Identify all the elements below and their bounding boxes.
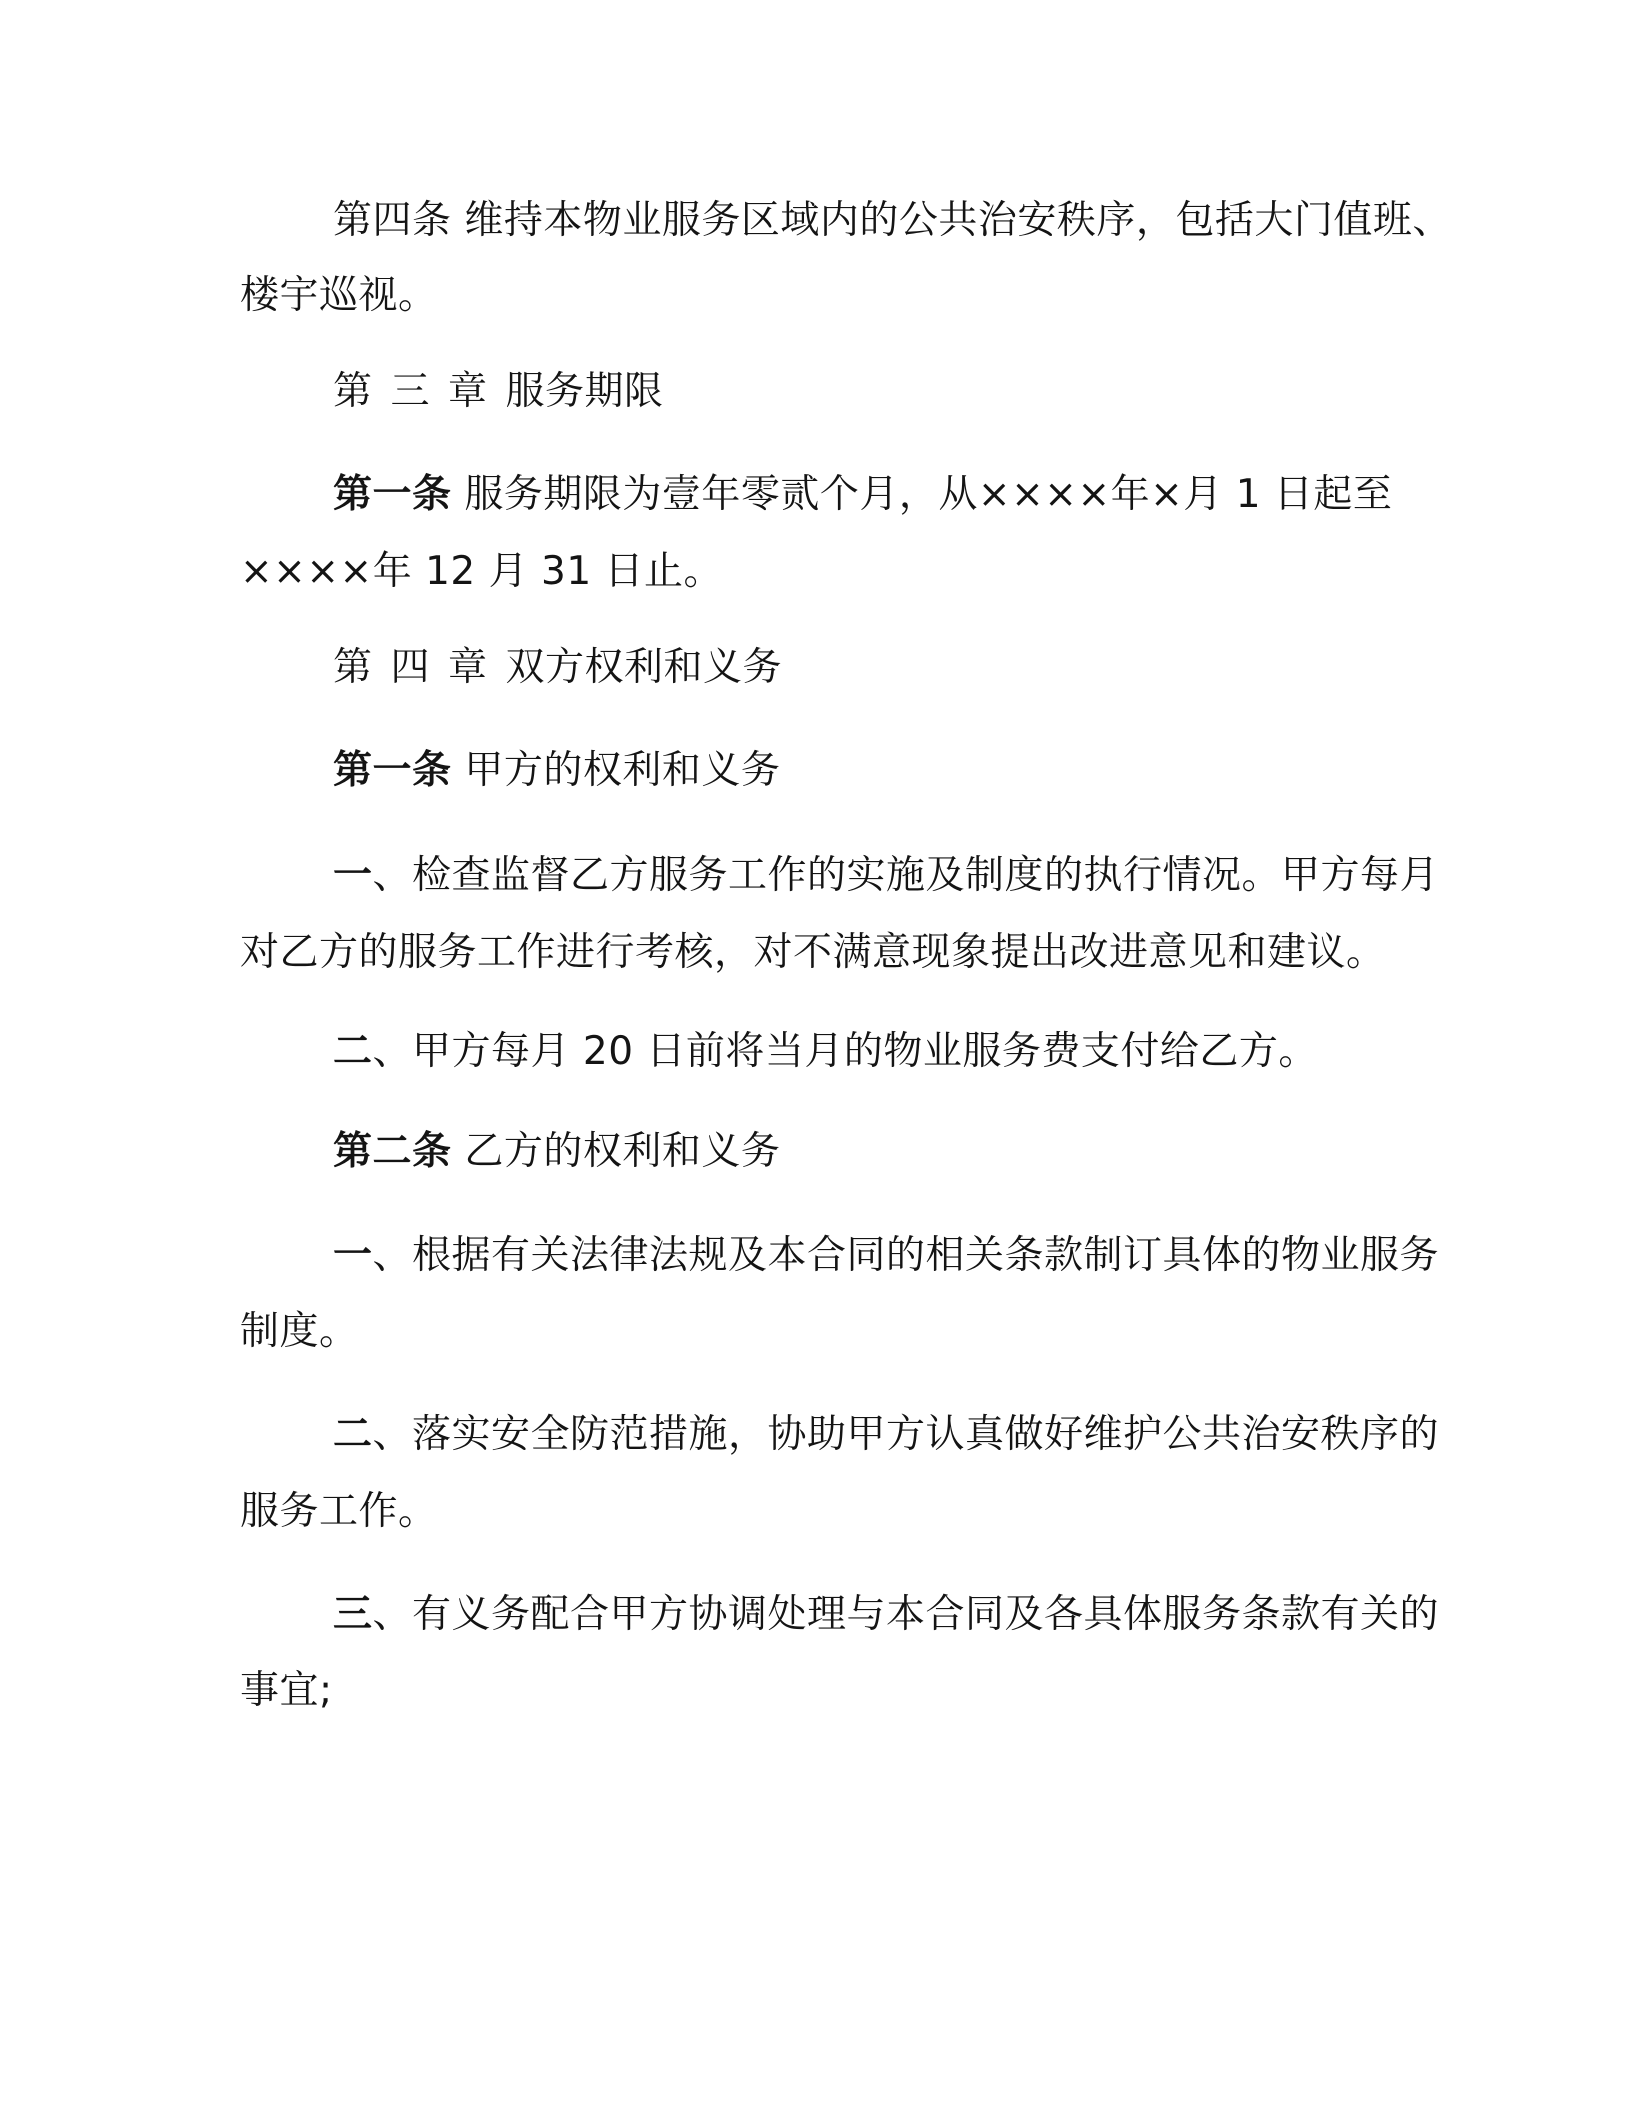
paragraph-party-a-item1-line1 bbox=[333, 848, 1439, 904]
item-lead: 二 bbox=[333, 1029, 373, 1074]
item-lead: 一 bbox=[333, 1233, 373, 1278]
paragraph-text: 甲方的权利和义务 bbox=[451, 748, 781, 793]
chapter-4-heading bbox=[333, 640, 782, 696]
chapter-label-part: 章 bbox=[448, 645, 488, 690]
paragraph-text: 乙方的权利和义务 bbox=[451, 1129, 781, 1174]
chapter-label-part: 章 bbox=[448, 369, 488, 414]
paragraph-text: 、有义务配合甲方协调处理与本合同及各具体服务条款有关的 bbox=[372, 1592, 1440, 1637]
paragraph-party-b-item2-line1 bbox=[333, 1407, 1439, 1463]
paragraph-text: ××××年 12 月 31 日止。 bbox=[240, 549, 724, 594]
paragraph-party-b-item3-line2 bbox=[240, 1663, 333, 1719]
chapter-label-part: 第 bbox=[333, 645, 373, 690]
paragraph-party-a-heading bbox=[333, 743, 780, 799]
paragraph-party-b-item3-line1 bbox=[333, 1587, 1439, 1643]
paragraph-party-b-heading bbox=[333, 1124, 780, 1180]
article-lead: 第二条 bbox=[333, 1129, 452, 1174]
chapter-title: 双方权利和义务 bbox=[505, 645, 783, 690]
chapter-3-heading bbox=[333, 364, 664, 420]
paragraph-text: 制度。 bbox=[240, 1309, 359, 1354]
paragraph-text: 、甲方每月 20 日前将当月的物业服务费支付给乙方。 bbox=[372, 1029, 1318, 1074]
paragraph-text: 、根据有关法律法规及本合同的相关条款制订具体的物业服务 bbox=[372, 1233, 1440, 1278]
paragraph-text: 对乙方的服务工作进行考核，对不满意现象提出改进意见和建议。 bbox=[240, 930, 1386, 975]
paragraph-text: 第四条 维持本物业服务区域内的公共治安秩序，包括大门值班、 bbox=[333, 198, 1452, 243]
paragraph-text: 服务期限为壹年零贰个月，从××××年×月 1 日起至 bbox=[451, 472, 1393, 517]
item-lead: 二 bbox=[333, 1412, 373, 1457]
article-lead: 第一条 bbox=[333, 472, 452, 517]
item-lead: 一 bbox=[333, 853, 373, 898]
chapter-title: 服务期限 bbox=[505, 369, 664, 414]
paragraph-party-a-item1-line2 bbox=[240, 925, 1386, 981]
item-lead: 三 bbox=[333, 1592, 373, 1637]
paragraph-party-a-item2 bbox=[333, 1024, 1318, 1080]
paragraph-article4-line2 bbox=[240, 268, 438, 324]
paragraph-party-b-item2-line2 bbox=[240, 1484, 438, 1540]
paragraph-text: 、落实安全防范措施，协助甲方认真做好维护公共治安秩序的 bbox=[372, 1412, 1440, 1457]
paragraph-term-line2 bbox=[240, 544, 723, 600]
paragraph-party-b-item1-line2 bbox=[240, 1304, 359, 1360]
article-lead: 第一条 bbox=[333, 748, 452, 793]
chapter-label-part: 第 bbox=[333, 369, 373, 414]
paragraph-text: 、检查监督乙方服务工作的实施及制度的执行情况。甲方每月 bbox=[372, 853, 1440, 898]
paragraph-party-b-item1-line1 bbox=[333, 1228, 1439, 1284]
paragraph-text: 服务工作。 bbox=[240, 1489, 438, 1534]
paragraph-text: 事宜; bbox=[240, 1668, 333, 1713]
chapter-number: 四 bbox=[390, 645, 431, 690]
paragraph-text: 楼宇巡视。 bbox=[240, 273, 438, 318]
paragraph-term-line1 bbox=[333, 467, 1392, 523]
paragraph-article4-line1 bbox=[333, 193, 1452, 249]
chapter-number: 三 bbox=[390, 369, 431, 414]
